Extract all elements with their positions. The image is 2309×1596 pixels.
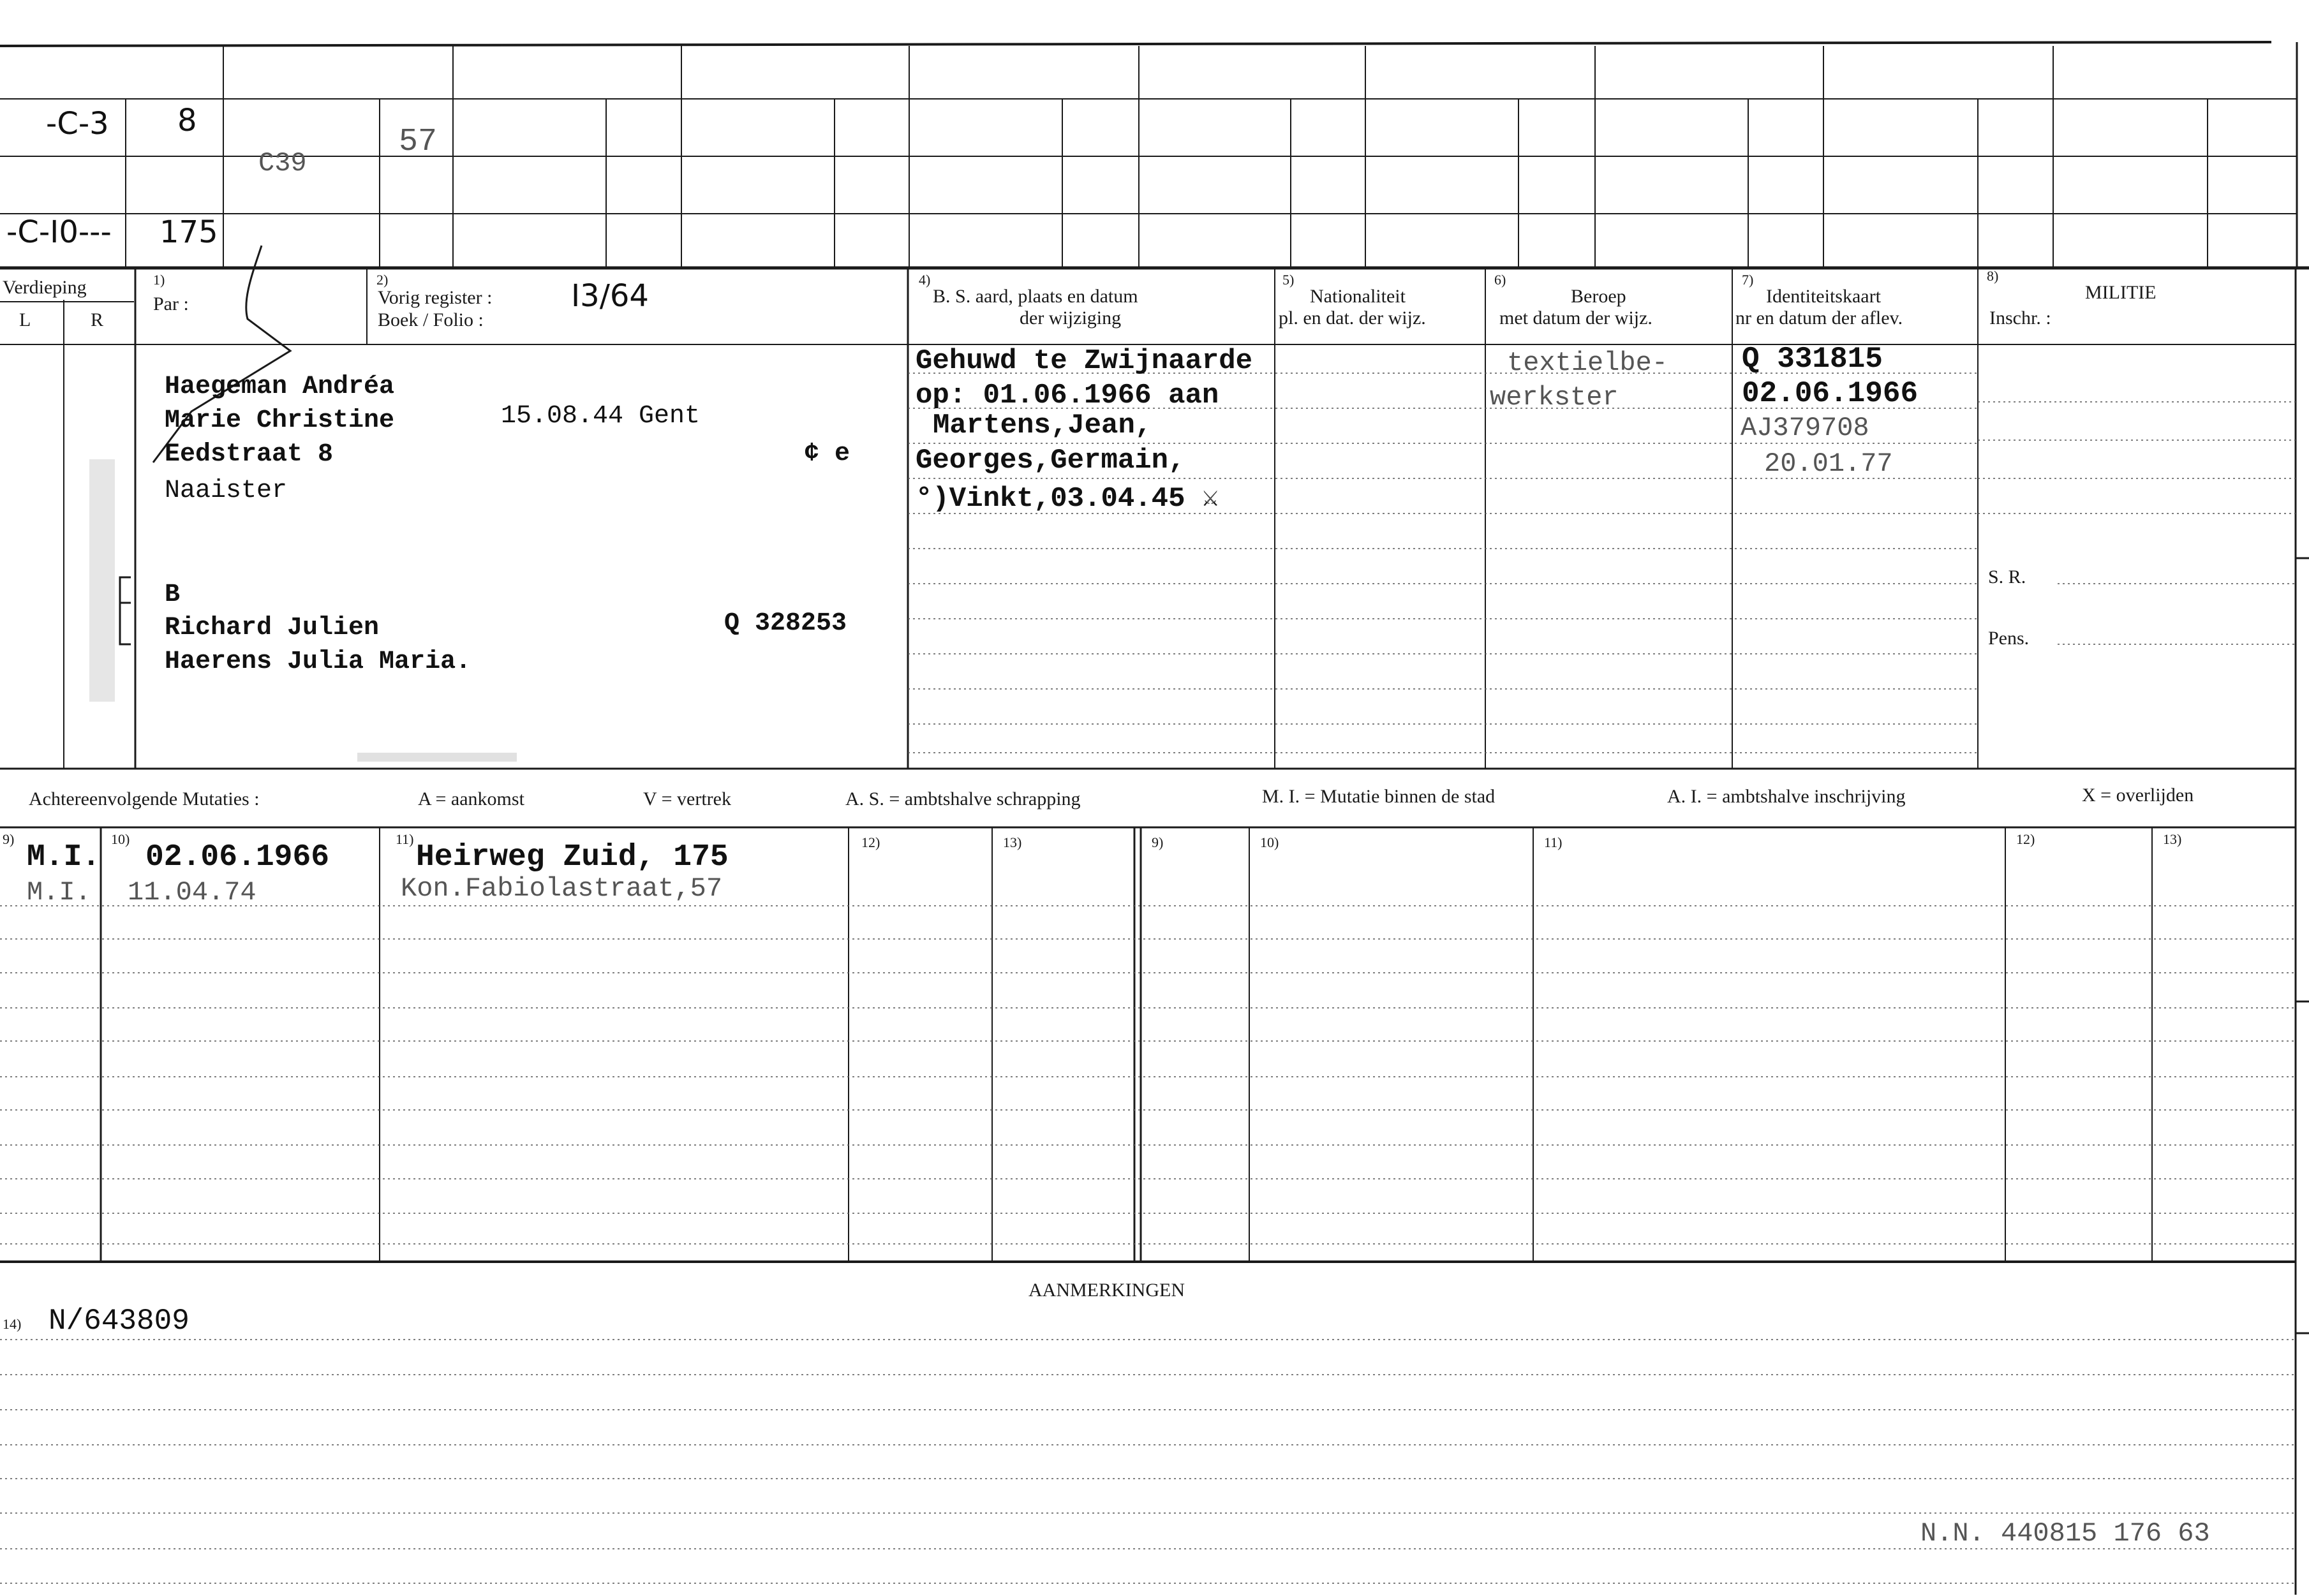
legend-ambtshalve-inschrijving: A. I. = ambtshalve inschrijving — [1667, 786, 1906, 807]
grid-value-57: 57 — [399, 124, 438, 160]
mut-col9-number-right: 9) — [1152, 834, 1164, 850]
col8-number: 8) — [1987, 268, 1999, 284]
mutation-2-address: Kon.Fabiolastraat,57 — [401, 873, 723, 904]
sr-label: S. R. — [1988, 566, 2026, 587]
r-label: R — [91, 309, 104, 330]
mut-col12-number-right: 12) — [2016, 831, 2035, 847]
person-status-marks: ¢ e — [804, 440, 850, 468]
grid-value-8: 8 — [177, 103, 197, 138]
boek-folio-label: Boek / Folio : — [378, 309, 484, 330]
mutation-1-date: 02.06.1966 — [145, 840, 330, 875]
mut-col12-number: 12) — [861, 834, 880, 850]
person-name-line2: Marie Christine — [165, 406, 395, 435]
legend-aankomst: A = aankomst — [418, 788, 524, 809]
person-birth: 15.08.44 Gent — [501, 402, 701, 431]
civil-status-line5: °)Vinkt,03.04.45 ⚔ — [916, 483, 1219, 515]
id-card-new-date: 20.01.77 — [1764, 448, 1893, 479]
verdieping-label: Verdieping — [3, 277, 87, 298]
mut-col10-number-right: 10) — [1260, 834, 1279, 850]
person-address: Eedstraat 8 — [165, 440, 334, 469]
col6-number: 6) — [1494, 272, 1506, 288]
remarks-number: 14) — [3, 1316, 22, 1332]
id-card-new-number: AJ379708 — [1741, 413, 1869, 443]
legend-ambtshalve-schrapping: A. S. = ambtshalve schrapping — [845, 788, 1081, 809]
col4-number: 4) — [919, 272, 931, 288]
father-id: Q 328253 — [724, 609, 847, 638]
vorig-register-value: I3/64 — [571, 278, 649, 314]
mutation-2-type: M.I. — [27, 877, 91, 908]
mother-name: Haerens Julia Maria. — [165, 647, 471, 676]
remarks-title: AANMERKINGEN — [1028, 1280, 1185, 1301]
pens-label: Pens. — [1988, 628, 2030, 649]
l-label: L — [19, 309, 31, 330]
col2-number: 2) — [376, 272, 389, 288]
nationaliteit-subheader: pl. en dat. der wijz. — [1279, 307, 1426, 329]
legend-overlijden: X = overlijden — [2082, 785, 2194, 806]
bs-header-line2: der wijziging — [1020, 307, 1122, 329]
par-label: Par : — [153, 293, 189, 314]
grid-value-c39: C39 — [258, 148, 307, 179]
civil-status-line2: op: 01.06.1966 aan — [916, 380, 1219, 411]
grid-value-c3: -C-3 — [46, 106, 109, 142]
id-card-date: 02.06.1966 — [1742, 377, 1919, 410]
mut-col10-number: 10) — [111, 831, 130, 847]
national-number: N.N. 440815 176 63 — [1920, 1518, 2210, 1549]
nationaliteit-header: Nationaliteit — [1310, 286, 1406, 307]
grid-value-175: 175 — [160, 214, 218, 250]
inschr-label: Inschr. : — [1989, 307, 2051, 329]
civil-status-line4: Georges,Germain, — [916, 445, 1185, 477]
col1-number: 1) — [153, 272, 165, 288]
mutations-legend-title: Achtereenvolgende Mutaties : — [29, 788, 260, 809]
mutation-1-address: Heirweg Zuid, 175 — [416, 840, 729, 875]
mutation-1-type: M.I. — [27, 840, 101, 875]
identiteitskaart-subheader: nr en datum der aflev. — [1735, 307, 1903, 329]
person-occupation: Naaister — [165, 477, 288, 505]
vorig-register-label: Vorig register : — [378, 287, 493, 308]
identiteitskaart-header: Identiteitskaart — [1766, 286, 1881, 307]
militie-header: MILITIE — [2085, 282, 2157, 303]
remarks-value: N/643809 — [48, 1304, 189, 1338]
legend-vertrek: V = vertrek — [643, 788, 731, 809]
mut-col11-number-right: 11) — [1544, 834, 1563, 850]
mut-col13-number: 13) — [1003, 834, 1022, 850]
bs-header-line1: B. S. aard, plaats en datum — [933, 286, 1138, 307]
father-name: Richard Julien — [165, 614, 380, 642]
mut-col13-number-right: 13) — [2163, 831, 2182, 847]
person-name-line1: Haegeman Andréa — [165, 373, 395, 401]
beroep-header: Beroep — [1571, 286, 1626, 307]
legend-mutatie-binnen-stad: M. I. = Mutatie binnen de stad — [1262, 786, 1496, 807]
occupation-line2: werkster — [1490, 382, 1619, 413]
col7-number: 7) — [1742, 272, 1754, 288]
occupation-line1: textielbe- — [1507, 348, 1668, 378]
grid-value-c10: -C-I0--- — [6, 214, 112, 250]
person-b-marker: B — [165, 580, 181, 609]
mutation-2-date: 11.04.74 — [128, 877, 256, 908]
mut-col11-number: 11) — [396, 831, 414, 847]
civil-status-line1: Gehuwd te Zwijnaarde — [916, 345, 1253, 377]
beroep-subheader: met datum der wijz. — [1499, 307, 1652, 329]
id-card-number: Q 331815 — [1742, 343, 1883, 376]
col5-number: 5) — [1282, 272, 1295, 288]
civil-status-line3: Martens,Jean, — [933, 410, 1152, 441]
mut-col9-number: 9) — [3, 831, 15, 847]
